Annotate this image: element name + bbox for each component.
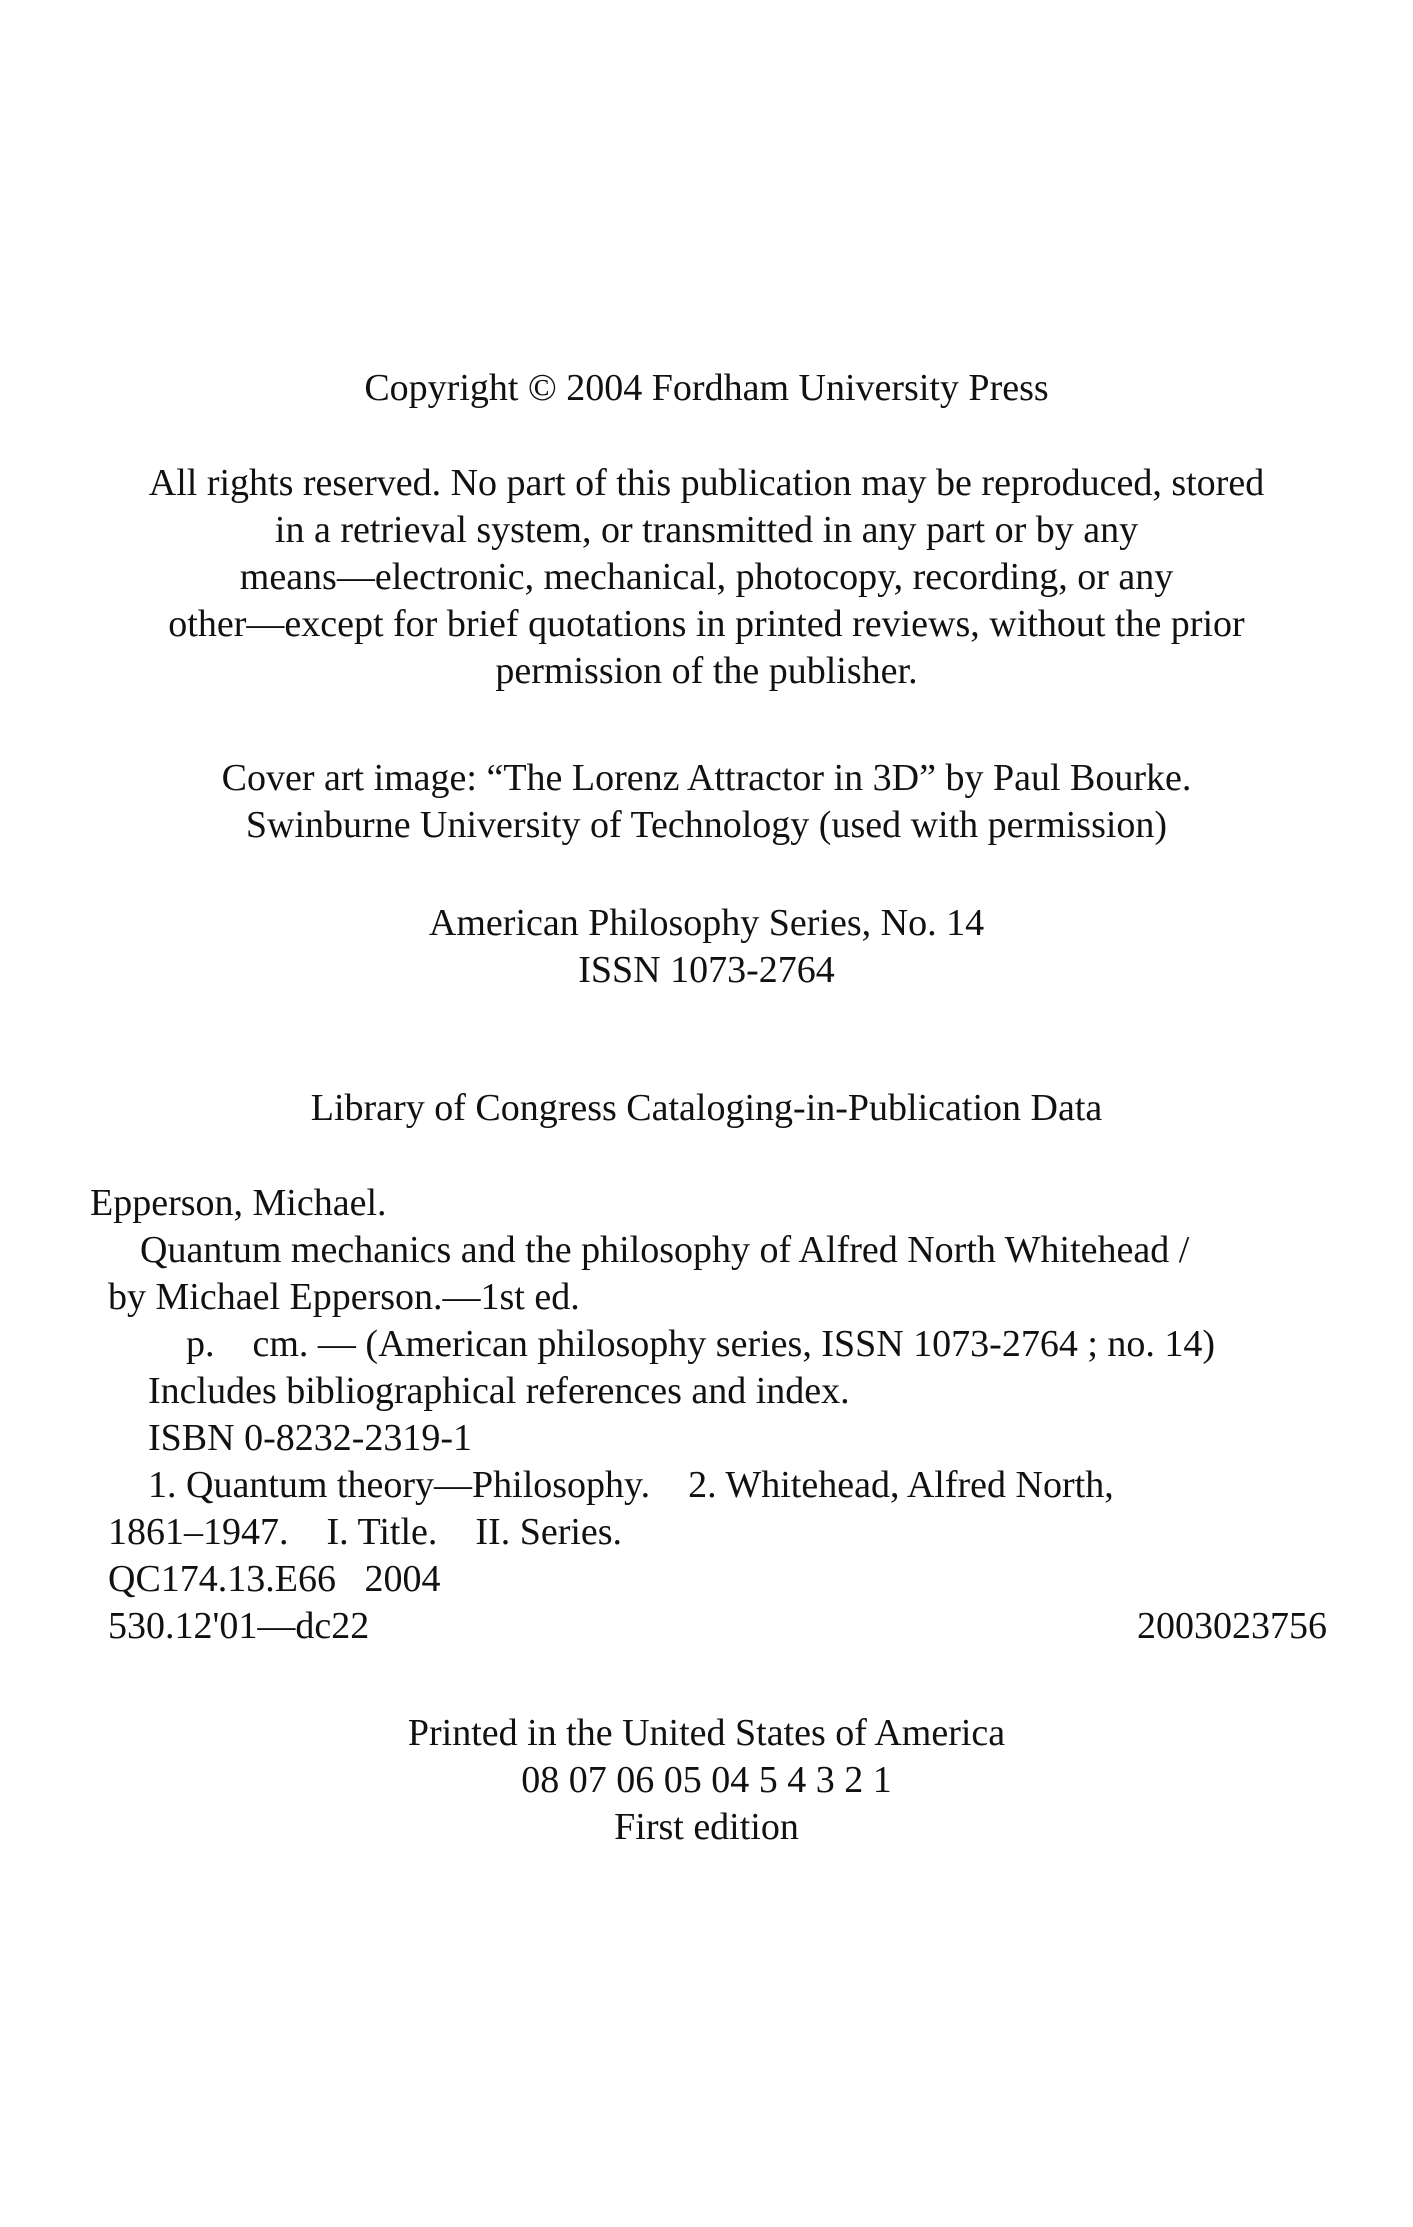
cip-title-line: Quantum mechanics and the philosophy of Alfred North Whitehead / [140,1229,1190,1271]
rights-line: permission of the publisher. [495,650,918,692]
rights-line: other—except for brief quotations in printed reviews, without the prior [168,603,1245,645]
cip-isbn: ISBN 0-8232-2319-1 [148,1417,473,1459]
printed-in-line: Printed in the United States of America [407,1712,1006,1754]
cover-art-credit [0,755,1413,849]
cip-heading [0,1085,1413,1132]
copyright-notice [0,365,1413,412]
rights-statement [0,460,1413,695]
rights-line: in a retrieval system, or transmitted in any part or by any [274,509,1139,551]
edition-line: First edition [614,1806,799,1848]
series-info [0,900,1413,994]
cip-title-line: by Michael Epperson.—1st ed. [108,1276,580,1318]
printing-info [0,1710,1413,1851]
cip-heading-text: Library of Congress Cataloging-in-Publication Data [310,1087,1103,1129]
cip-physical-description: p. cm. — (American philosophy series, ISSN 1073-2764 ; no. 14) [186,1323,1216,1365]
rights-line: means—electronic, mechanical, photocopy, recording, or any [239,556,1174,598]
cover-credit-line: Cover art image: “The Lorenz Attractor in 3D” by Paul Bourke. [221,757,1192,799]
cip-lccn: 2003023756 [1137,1605,1327,1647]
series-line: American Philosophy Series, No. 14 [428,902,985,944]
cover-credit-line: Swinburne University of Technology (used with permission) [245,804,1168,846]
copyright-line: Copyright © 2004 Fordham University Press [364,367,1049,409]
cip-notes: Includes bibliographical references and index. [148,1370,850,1412]
cip-lc-class: QC174.13.E66 2004 [108,1558,441,1600]
cip-subjects-line: 1861–1947. I. Title. II. Series. [108,1511,623,1553]
cip-subjects-line: 1. Quantum theory—Philosophy. 2. Whitehead, Alfred North, [148,1464,1114,1506]
rights-line: All rights reserved. No part of this publication may be reproduced, stored [148,462,1265,504]
cip-dewey: 530.12'01—dc22 [108,1605,370,1647]
issn-line: ISSN 1073-2764 [578,949,835,991]
printing-numbers: 08 07 06 05 04 5 4 3 2 1 [521,1759,892,1801]
cip-author: Epperson, Michael. [90,1182,387,1224]
